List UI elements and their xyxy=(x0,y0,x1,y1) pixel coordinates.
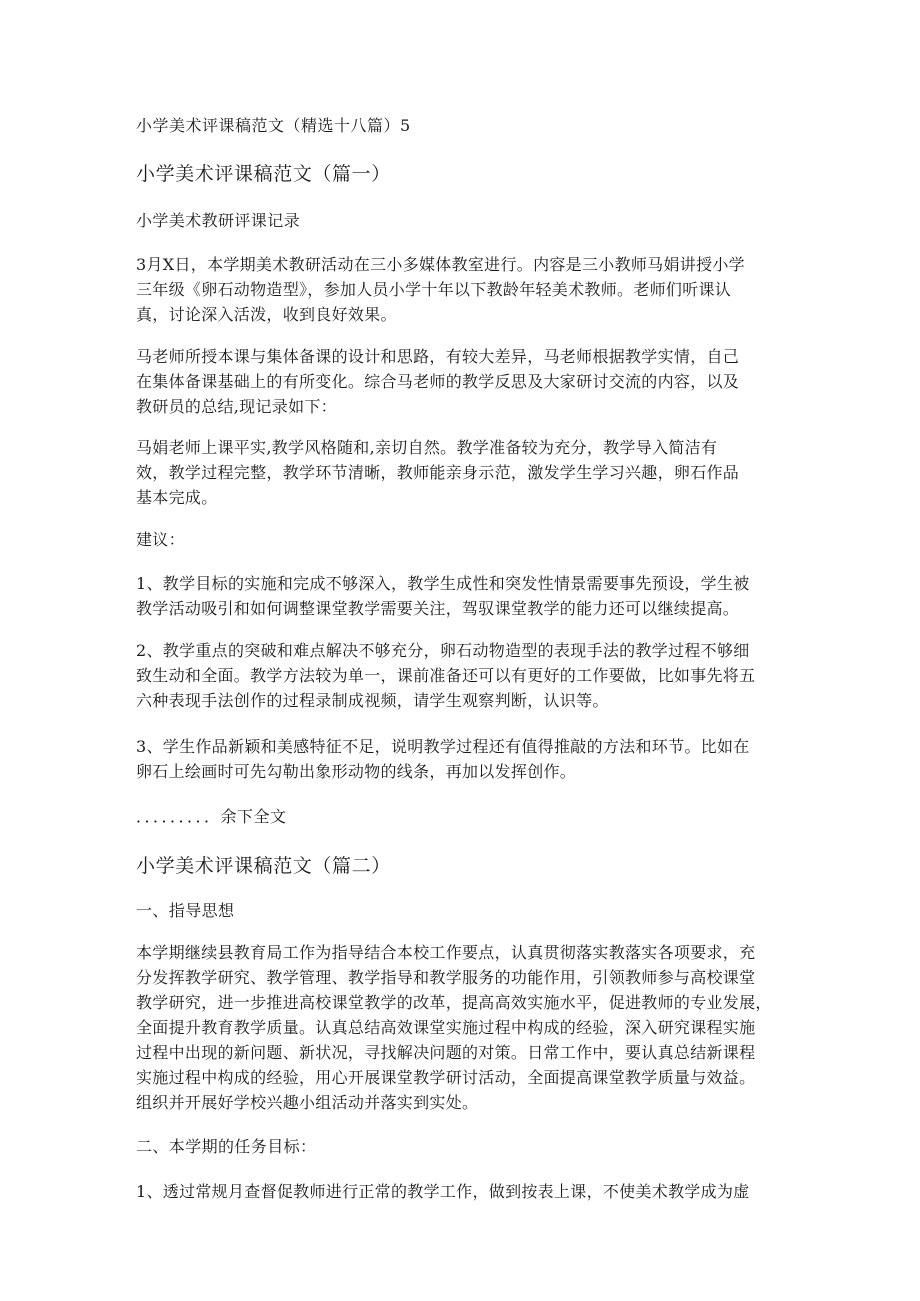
paragraph xyxy=(136,571,776,621)
section-heading-2: 小学美术评课稿范文（篇二） xyxy=(136,855,391,877)
text-line: 3、学生作品新颖和美感特征不足，说明教学过程还有值得推敲的方法和环节。比如在 xyxy=(136,737,750,756)
text-line: 本学期继续县教育局工作为指导结合本校工作要点，认真贯彻落实教落实各项要求，充 xyxy=(136,943,756,962)
paragraph xyxy=(136,435,776,510)
text-line: 效，教学过程完整，教学环节清晰，教师能亲身示范，激发学生学习兴趣，卵石作品 xyxy=(136,463,740,482)
paragraph xyxy=(136,734,776,784)
paragraph xyxy=(136,1179,776,1204)
text-line: 分发挥教学研究、教学管理、教学指导和教学服务的功能作用，引领教师参与高校课堂 xyxy=(136,968,756,987)
paragraph xyxy=(136,638,776,713)
text-line: 2、教学重点的突破和难点解决不够充分，卵石动物造型的表现手法的教学过程不够细 xyxy=(136,641,750,660)
text-line: 马老师所授本课与集体备课的设计和思路，有较大差异，马老师根据教学实情，自己 xyxy=(136,347,740,366)
paragraph xyxy=(136,527,776,552)
text-line: 致生动和全面。教学方法较为单一，课前准备还可以有更好的工作要做，比如事先将五 xyxy=(136,666,756,685)
text-line: 教研员的总结,现记录如下： xyxy=(136,397,337,416)
section-subheading-1: 小学美术教研评课记录 xyxy=(136,211,301,230)
text-line: 教学活动吸引和如何调整课堂教学需要关注，驾驭课堂教学的能力还可以继续提高。 xyxy=(136,599,740,618)
section-subheading-2: 一、指导思想 xyxy=(136,901,235,920)
text-line: 全面提升教育教学质量。认真总结高效课堂实施过程中构成的经验，深入研究课程实施 xyxy=(136,1018,756,1037)
section-heading-1: 小学美术评课稿范文（篇一） xyxy=(136,163,391,185)
paragraph xyxy=(136,940,776,1115)
text-line: 三年级《卵石动物造型》，参加人员小学十年以下教龄年轻美术教师。老师们听课认 xyxy=(136,280,732,299)
read-more-link[interactable]: ．．．．．．．．．余下全文 xyxy=(136,807,287,826)
text-line: 六种表现手法创作的过程录制成视频，请学生观察判断，认识等。 xyxy=(136,691,609,710)
paragraph xyxy=(136,252,776,327)
paragraph xyxy=(136,344,776,419)
text-line: 基本完成。 xyxy=(136,488,218,507)
text-line: 组织并开展好学校兴趣小组活动并落实到实处。 xyxy=(136,1093,479,1112)
text-line: 实施过程中构成的经验，用心开展课堂教学研讨活动，全面提高课堂教学质量与效益。 xyxy=(136,1068,756,1087)
section-subheading-3: 二、本学期的任务目标： xyxy=(136,1137,317,1156)
text-line: 1、教学目标的实施和完成不够深入，教学生成性和突发性情景需要事先预设，学生被 xyxy=(136,574,750,593)
text-line: 1、透过常规月查督促教师进行正常的教学工作，做到按表上课，不使美术教学成为虚 xyxy=(136,1182,750,1201)
text-line: 教学研究，进一步推进高校课堂教学的改革，提高高效实施水平，促进教师的专业发展， xyxy=(136,993,772,1012)
text-line: 马娟老师上课平实,教学风格随和,亲切自然。教学准备较为充分，教学导入简洁有 xyxy=(136,438,718,457)
text-line: 在集体备课基础上的有所变化。综合马老师的教学反思及大家研讨交流的内容，以及 xyxy=(136,372,740,391)
text-line: 真，讨论深入活泼，收到良好效果。 xyxy=(136,305,397,324)
document-title: 小学美术评课稿范文（精选十八篇）5 xyxy=(136,116,411,135)
text-line: 3月X日，本学期美术教研活动在三小多媒体教室进行。内容是三小教师马娟讲授小学 xyxy=(136,255,745,274)
text-line: 建议： xyxy=(136,530,185,549)
text-line: 卵石上绘画时可先勾勒出象形动物的线条，再加以发挥创作。 xyxy=(136,762,577,781)
text-line: 过程中出现的新问题、新状况，寻找解决问题的对策。日常工作中，要认真总结新课程 xyxy=(136,1043,756,1062)
